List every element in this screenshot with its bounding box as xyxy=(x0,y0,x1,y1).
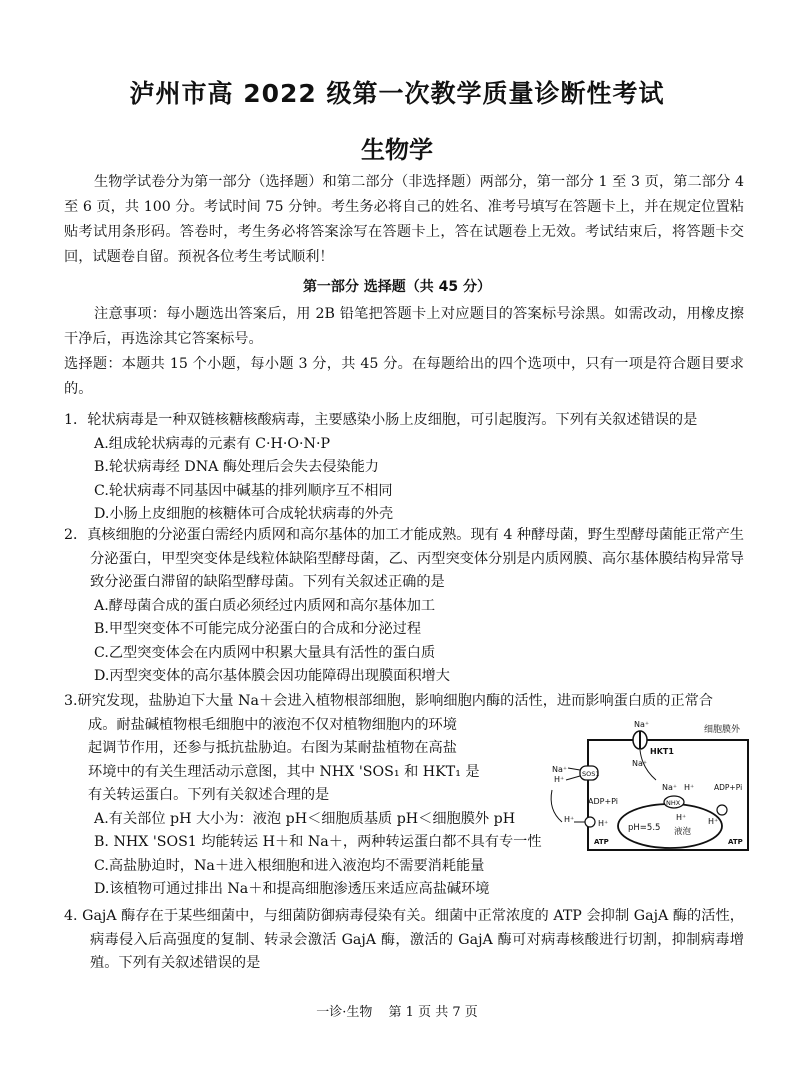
question-stem: 2．真核细胞的分泌蛋白需经内质网和高尔基体的加工才能成熟。现有 4 种酵母菌，野生型酵母菌能正常产生分泌蛋白，甲型突变体是线粒体缺陷型酵母菌，乙、丙型突变体分别是内质网膜、高尔基体膜结构异常导致分泌蛋白滞留的缺陷型酵母菌。下列有关叙述正确的是 xyxy=(64,527,744,590)
question-stem: 4. GajA 酶存在于某些细菌中，与细菌防御病毒侵染有关。细菌中正常浓度的 ATP 会抑制 GajA 酶的活性，病毒侵入后高强度的复制、转录会激活 GajA 酶，激活的 GajA 酶可对病毒核酸进行切割，抑制病毒增殖。下列有关叙述错误的是 xyxy=(64,908,744,971)
stem-line: 起调节作用，还参与抵抗盐胁迫。右图为某耐盐植物在高盐 xyxy=(88,740,457,756)
option-c: C.轮状病毒不同基因中碱基的排列顺序互不相同 xyxy=(94,482,393,499)
option-d: D.该植物可通过排出 Na＋和提高细胞渗透压来适应高盐碱环境 xyxy=(94,881,490,897)
footer-exam-name: 一诊·生物 xyxy=(316,1005,373,1020)
nhx-label: NHX xyxy=(666,799,681,807)
adp-right-label: ADP+Pi xyxy=(714,783,743,792)
stem-line: 环境中的有关生理活动示意图，其中 NHX 'SOS₁ 和 HKT₁ 是 xyxy=(88,763,480,780)
option-c: C.高盐胁迫时，Na＋进入根细胞和进入液泡均不需要消耗能量 xyxy=(94,857,485,874)
atp-right-label: ATP xyxy=(728,838,743,846)
page-footer xyxy=(0,1001,794,1020)
right-pump xyxy=(717,805,727,815)
h-vacuole-label: H⁺ xyxy=(676,813,687,822)
hkt1-label: HKT1 xyxy=(650,747,674,756)
intro-paragraph: 生物学试卷分为第一部分（选择题）和第二部分（非选择题）两部分，第一部分 1 至 3 页，第二部分 4 至 6 页，共 100 分。考试时间 75 分钟。考生务必将自己的姓名、准考号填写在答题卡上，并在规定位置粘贴考试用条形码。答卷时，考生务必将答案涂写在答题卡上，答在试题卷上无效。考试结束后，将答题卡交回，试题卷自留。预祝各位考生考试顺利！ xyxy=(64,174,744,265)
h-right-label: H⁺ xyxy=(708,817,719,826)
option-b: B.甲型突变体不可能完成分泌蛋白的合成和分泌过程 xyxy=(94,621,422,637)
option-a: A.组成轮状病毒的元素有 C·H·O·N·P xyxy=(94,435,330,452)
option-d: D.丙型突变体的高尔基体膜会因功能障碍出现膜面积增大 xyxy=(94,668,450,684)
outside-label: 细胞膜外 xyxy=(704,725,741,735)
h-left-inside: H⁺ xyxy=(598,819,609,828)
left-pump xyxy=(585,817,595,827)
na-top-label: Na⁺ xyxy=(634,720,650,729)
question-stem-first-line: 3.研究发现，盐胁迫下大量 Na＋会进入植物根部细胞，影响细胞内酶的活性，进而影响蛋白质的正常合 xyxy=(64,693,713,709)
option-c: C.乙型突变体会在内质网中积累大量具有活性的蛋白质 xyxy=(94,644,436,661)
h-nhx-label: H⁺ xyxy=(684,783,695,792)
question-stem: 1．轮状病毒是一种双链核糖核酸病毒，主要感染小肠上皮细胞，可引起腹泻。下列有关叙述错误的是 xyxy=(64,412,698,428)
vacuole-ph-label: pH=5.5 xyxy=(628,823,661,833)
h-mid-label: H⁺ xyxy=(564,815,575,824)
option-b: B. NHX 'SOS1 均能转运 H＋和 Na＋，两种转运蛋白都不具有专一性 xyxy=(94,834,542,850)
atp-left-label: ATP xyxy=(594,838,609,846)
section-heading: 第一部分 选择题（共 45 分） xyxy=(302,279,492,295)
adp-left-label: ADP+Pi xyxy=(588,797,619,806)
subject-title: 生物学 xyxy=(361,136,433,164)
na-under-label: Na⁺ xyxy=(632,759,648,768)
cell-transport-diagram xyxy=(544,718,756,854)
footer-page-number: 第 1 页 共 7 页 xyxy=(388,1005,478,1020)
question-4 xyxy=(64,905,744,976)
option-b: B.轮状病毒经 DNA 酶处理后会失去侵染能力 xyxy=(94,459,379,475)
question-1 xyxy=(64,409,744,527)
option-d: D.小肠上皮细胞的核糖体可合成轮状病毒的外壳 xyxy=(94,506,394,522)
instructions-paragraph: 选择题：本题共 15 个小题，每小题 3 分，共 45 分。在每题给出的四个选项中，只有一项是符合题目要求的。 xyxy=(64,356,744,397)
sos1-label: SOS1 xyxy=(582,770,600,778)
question-stem-wrapped xyxy=(64,714,528,808)
exam-title: 泸州市高 2022 级第一次教学质量诊断性考试 xyxy=(129,79,665,108)
question-2 xyxy=(64,524,744,689)
option-a: A.有关部位 pH 大小为：液泡 pH＜细胞质基质 pH＜细胞膜外 pH xyxy=(94,810,516,827)
option-a: A.酵母菌合成的蛋白质必须经过内质网和高尔基体加工 xyxy=(94,597,436,614)
na-left-label: Na⁺ xyxy=(552,765,568,774)
vacuole-label: 液泡 xyxy=(674,827,692,837)
h-left-label: H⁺ xyxy=(554,775,565,784)
na-nhx-label: Na⁺ xyxy=(662,783,678,792)
stem-line: 有关转运蛋白。下列有关叙述合理的是 xyxy=(88,787,330,803)
notice-paragraph: 注意事项：每小题选出答案后，用 2B 铅笔把答题卡上对应题目的答案标号涂黑。如需改动，用橡皮擦干净后，再选涂其它答案标号。 xyxy=(64,306,744,347)
stem-line: 成。耐盐碱植物根毛细胞中的液泡不仅对植物细胞内的环境 xyxy=(88,716,457,733)
